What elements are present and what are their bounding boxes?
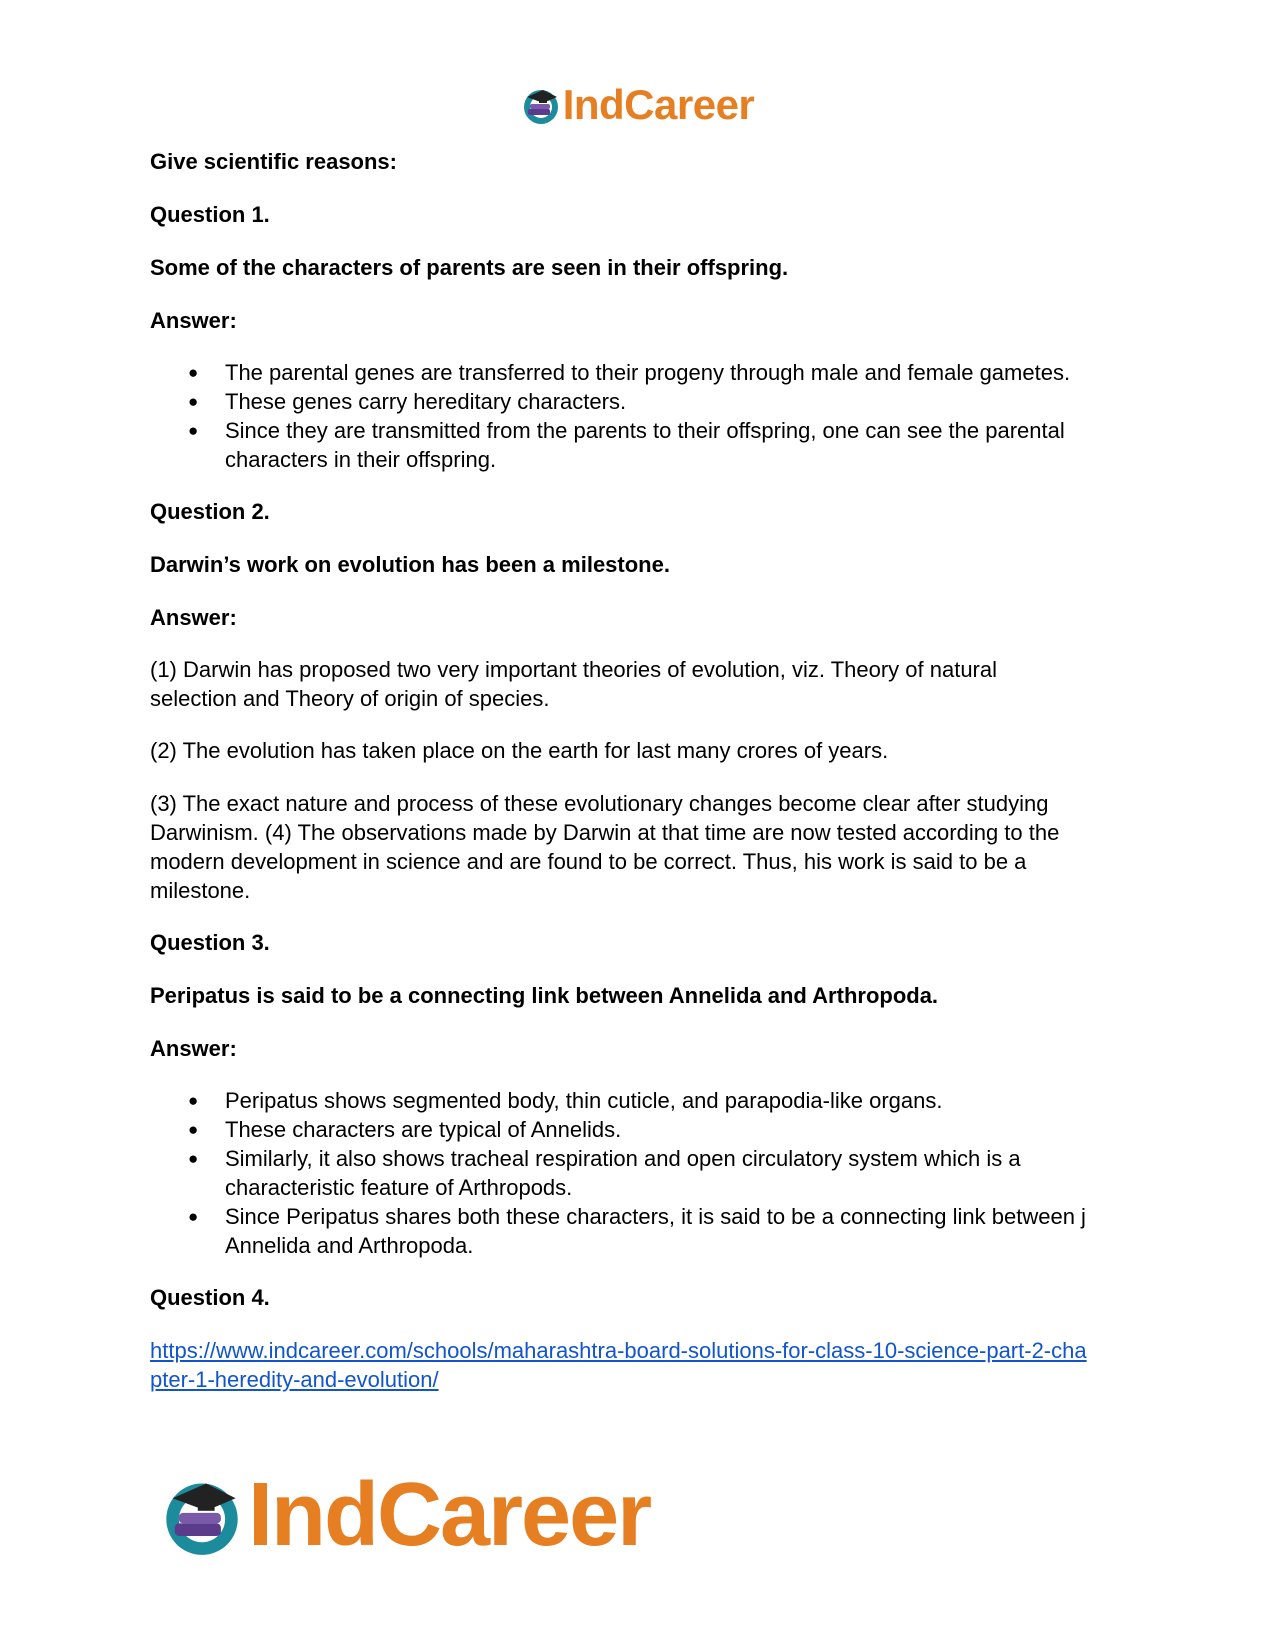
answer-2-paragraph-3: (3) The exact nature and process of these evolutionary changes become clear after studying [150, 791, 1049, 816]
question-3-label: Question 3. [150, 930, 270, 955]
graduation-cap-icon [160, 1473, 244, 1557]
section-title: Give scientific reasons: [150, 149, 397, 174]
question-4-label: Question 4. [150, 1285, 270, 1310]
bullet: ● [188, 1149, 199, 1168]
list-item-continuation: Annelida and Arthropoda. [225, 1233, 474, 1258]
list-item: Peripatus shows segmented body, thin cuticle, and parapodia-like organs. [225, 1088, 943, 1113]
footer-logo [160, 1465, 700, 1565]
question-2-text: Darwin’s work on evolution has been a milestone. [150, 552, 670, 577]
answer-1-label: Answer: [150, 308, 237, 333]
bullet: ● [188, 392, 199, 411]
list-item: Since they are transmitted from the parents to their offspring, one can see the parental [225, 418, 1065, 443]
bullet: ● [188, 1207, 199, 1226]
source-link-continuation[interactable]: pter-1-heredity-and-evolution/ [150, 1367, 439, 1392]
question-1-label: Question 1. [150, 202, 270, 227]
answer-2-paragraph-3-line-3: modern development in science and are found to be correct. Thus, his work is said to be a [150, 849, 1027, 874]
source-link[interactable]: https://www.indcareer.com/schools/maharashtra-board-solutions-for-class-10-science-part-2-cha [150, 1338, 1087, 1363]
list-item-continuation: characteristic feature of Arthropods. [225, 1175, 573, 1200]
list-item: Similarly, it also shows tracheal respiration and open circulatory system which is a [225, 1146, 1021, 1171]
bullet: ● [188, 421, 199, 440]
bullet: ● [188, 1091, 199, 1110]
answer-2-paragraph-1-line-2: selection and Theory of origin of species. [150, 686, 550, 711]
answer-2-paragraph-3-line-2: Darwinism. (4) The observations made by Darwin at that time are now tested according to the [150, 820, 1060, 845]
list-item-continuation: characters in their offspring. [225, 447, 497, 472]
list-item: The parental genes are transferred to their progeny through male and female gametes. [225, 360, 1071, 385]
list-item: These characters are typical of Annelids. [225, 1117, 622, 1142]
indcareer-logo [521, 81, 755, 128]
graduation-cap-icon [521, 85, 561, 125]
question-2-label: Question 2. [150, 499, 270, 524]
logo-text: IndCareer [562, 81, 755, 128]
list-item: These genes carry hereditary characters. [225, 389, 627, 414]
header-logo [0, 80, 1275, 130]
bullet: ● [188, 1120, 199, 1139]
answer-3-label: Answer: [150, 1036, 237, 1061]
logo-text: IndCareer [248, 1465, 651, 1565]
answer-2-paragraph-2: (2) The evolution has taken place on the earth for last many crores of years. [150, 738, 889, 763]
answer-2-paragraph-1: (1) Darwin has proposed two very important theories of evolution, viz. Theory of natural [150, 657, 997, 682]
question-3-text: Peripatus is said to be a connecting link between Annelida and Arthropoda. [150, 983, 939, 1008]
answer-2-paragraph-3-line-4: milestone. [150, 878, 251, 903]
answer-2-label: Answer: [150, 605, 237, 630]
bullet: ● [188, 363, 199, 382]
list-item: Since Peripatus shares both these characters, it is said to be a connecting link between j [225, 1204, 1086, 1229]
question-1-text: Some of the characters of parents are seen in their offspring. [150, 255, 789, 280]
